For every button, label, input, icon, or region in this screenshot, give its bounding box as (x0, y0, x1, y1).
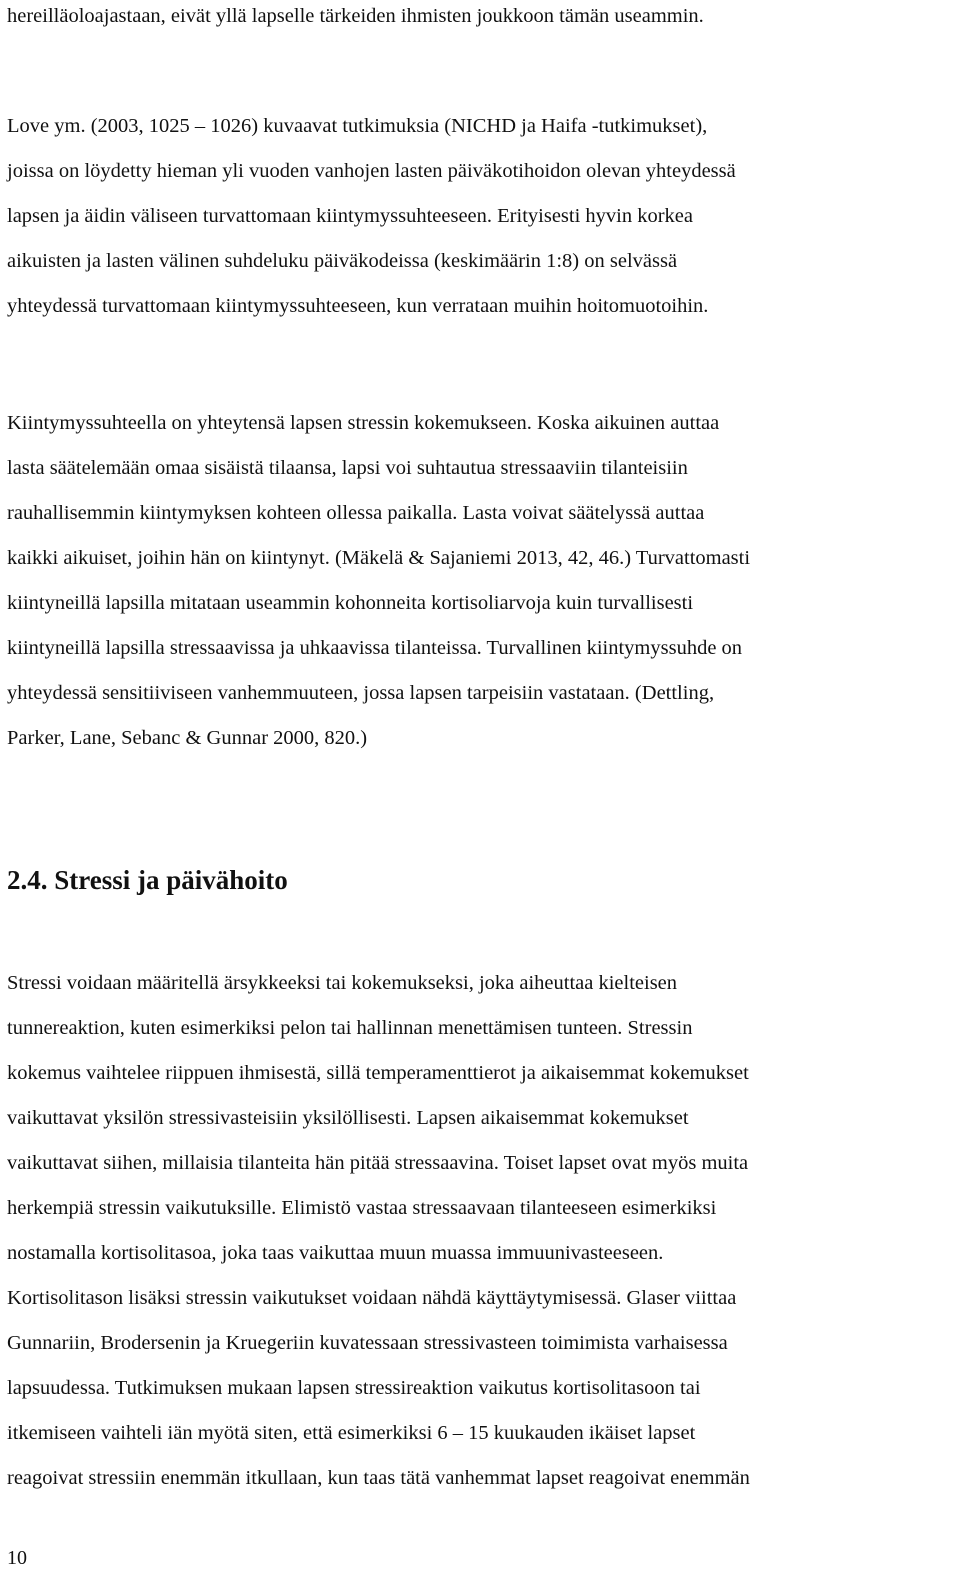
text-line: tunnereaktion, kuten esimerkiksi pelon tai hallinnan menettämisen tunteen. Stressin (7, 1017, 693, 1039)
text-line: herkempiä stressin vaikutuksille. Elimistö vastaa stressaavaan tilanteeseen esimerkiksi (7, 1197, 717, 1219)
page-number: 10 (7, 1547, 27, 1569)
text-line: Gunnariin, Brodersenin ja Kruegeriin kuvatessaan stressivasteen toimimista varhaisessa (7, 1332, 728, 1354)
text-line: reagoivat stressiin enemmän itkullaan, kun taas tätä vanhemmat lapset reagoivat enemmän (7, 1467, 750, 1489)
text-line: kokemus vaihtelee riippuen ihmisestä, sillä temperamenttierot ja aikaisemmat kokemukset (7, 1062, 749, 1084)
text-line: lapsuudessa. Tutkimuksen mukaan lapsen stressireaktion vaikutus kortisolitasoon tai (7, 1377, 701, 1399)
text-line: Kiintymyssuhteella on yhteytensä lapsen stressin kokemukseen. Koska aikuinen auttaa (7, 412, 720, 434)
text-line: kiintyneillä lapsilla mitataan useammin kohonneita kortisoliarvoja kuin turvallisesti (7, 592, 694, 614)
text-line: rauhallisemmin kiintymyksen kohteen ollessa paikalla. Lasta voivat säätelyssä auttaa (7, 502, 705, 524)
text-line: Parker, Lane, Sebanc & Gunnar 2000, 820.) (7, 727, 368, 749)
text-line: Stressi voidaan määritellä ärsykkeeksi tai kokemukseksi, joka aiheuttaa kielteisen (7, 972, 678, 994)
text-line: joissa on löydetty hieman yli vuoden vanhojen lasten päiväkotihoidon olevan yhteydessä (7, 160, 736, 182)
section-heading: 2.4. Stressi ja päivähoito (7, 865, 288, 895)
text-line: aikuisten ja lasten välinen suhdeluku päiväkodeissa (keskimäärin 1:8) on selvässä (7, 250, 678, 272)
text-line: itkemiseen vaihteli iän myötä siten, että esimerkiksi 6 – 15 kuukauden ikäiset lapset (7, 1422, 696, 1444)
text-line: vaikuttavat siihen, millaisia tilanteita hän pitää stressaavina. Toiset lapset ovat myös muita (7, 1152, 749, 1174)
text-line: lapsen ja äidin väliseen turvattomaan kiintymyssuhteeseen. Erityisesti hyvin korkea (7, 205, 694, 227)
text-line: vaikuttavat yksilön stressivasteisiin yksilöllisesti. Lapsen aikaisemmat kokemukset (7, 1107, 689, 1129)
text-line: kiintyneillä lapsilla stressaavissa ja uhkaavissa tilanteissa. Turvallinen kiintymyssuhde on (7, 637, 743, 659)
text-line: yhteydessä sensitiiviseen vanhemmuuteen, jossa lapsen tarpeisiin vastataan. (Dettling, (7, 682, 715, 704)
text-line: kaikki aikuiset, joihin hän on kiintynyt. (Mäkelä & Sajaniemi 2013, 42, 46.) Turvattomasti (7, 547, 751, 569)
text-line: Kortisolitason lisäksi stressin vaikutukset voidaan nähdä käyttäytymisessä. Glaser viittaa (7, 1287, 737, 1309)
text-line: lasta säätelemään omaa sisäistä tilaansa, lapsi voi suhtautua stressaaviin tilanteisiin (7, 457, 688, 479)
text-line: hereilläoloajastaan, eivät yllä lapselle tärkeiden ihmisten joukkoon tämän useammin. (7, 5, 704, 27)
text-line: nostamalla kortisolitasoa, joka taas vaikuttaa muun muassa immuunivasteeseen. (7, 1242, 664, 1264)
text-line: yhteydessä turvattomaan kiintymyssuhteeseen, kun verrataan muihin hoitomuotoihin. (7, 295, 709, 317)
text-line: Love ym. (2003, 1025 – 1026) kuvaavat tutkimuksia (NICHD ja Haifa -tutkimukset), (7, 115, 708, 137)
